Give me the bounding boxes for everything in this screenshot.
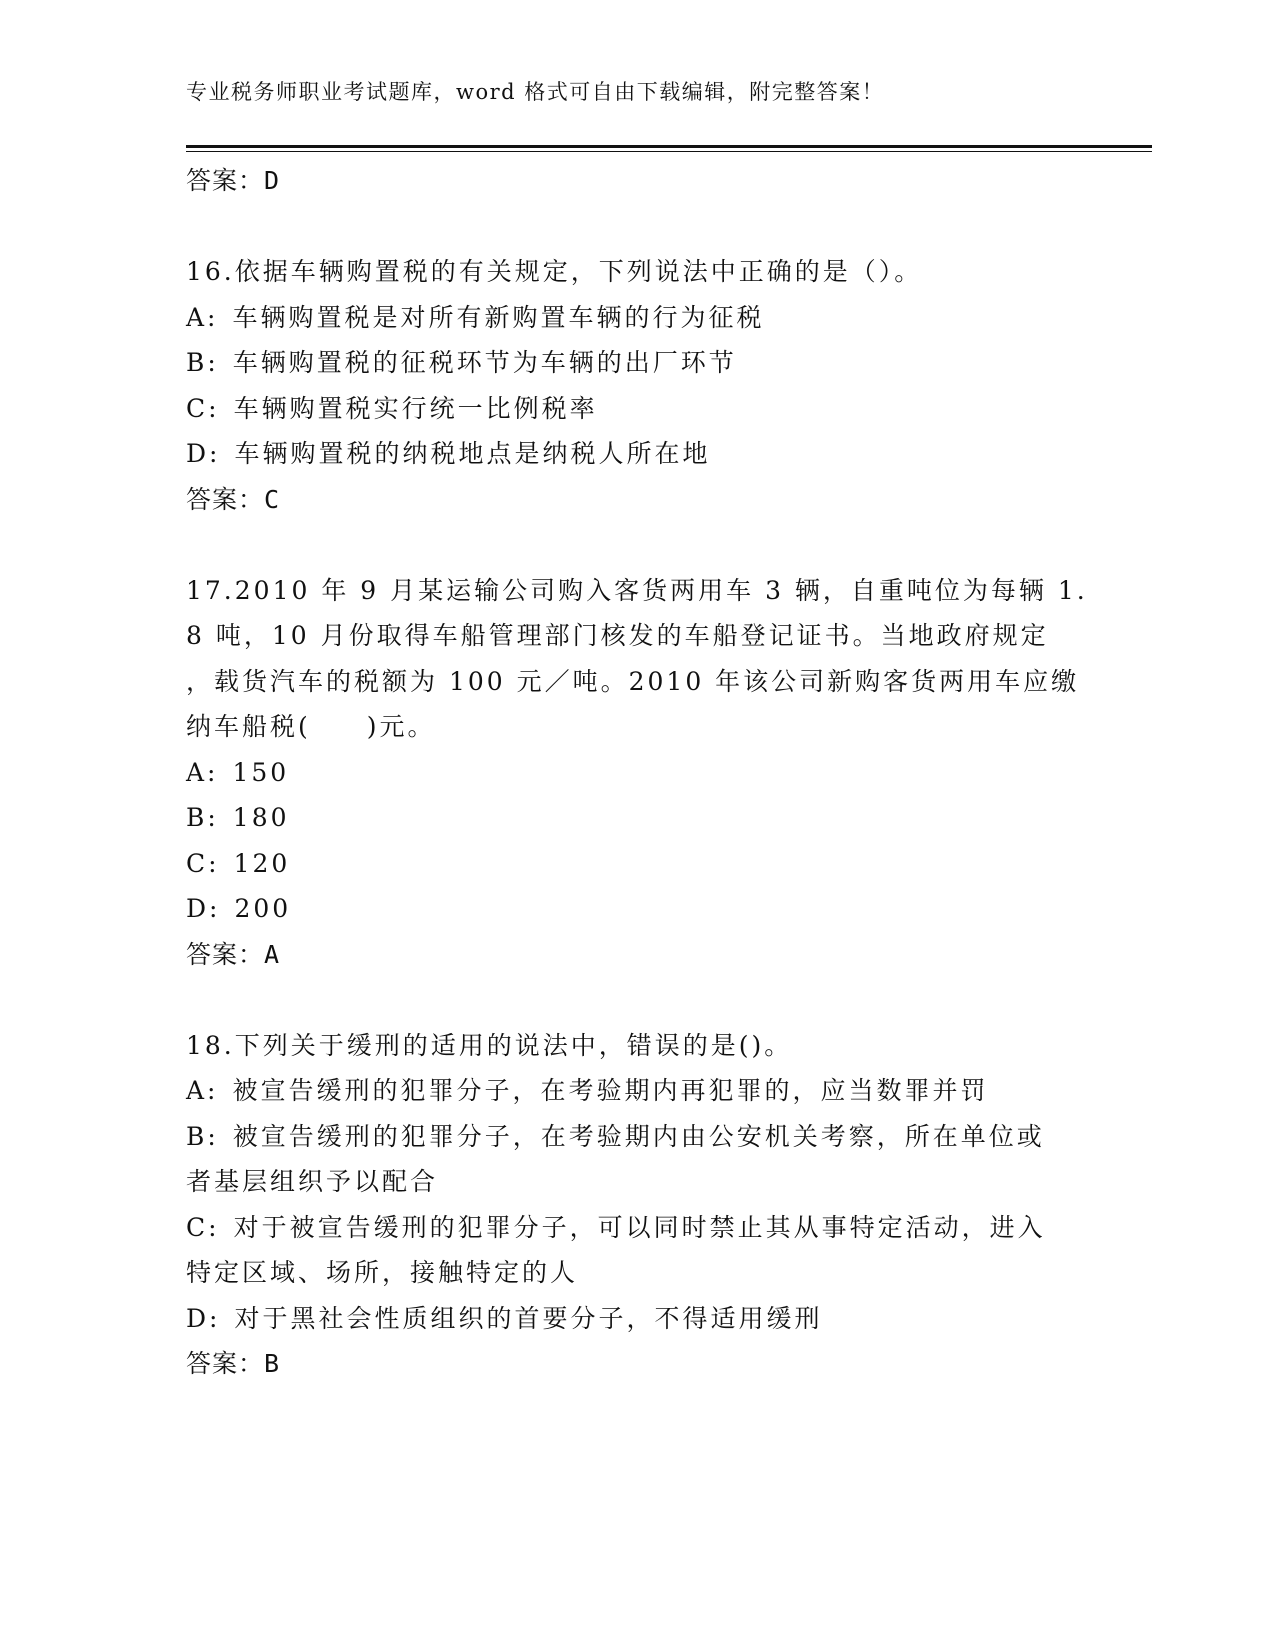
previous-answer [186, 158, 1146, 204]
question-list [186, 204, 1146, 1387]
option-text: 被宣告缓刑的犯罪分子，在考验期内再犯罪的，应当数罪并罚 [232, 1076, 989, 1105]
answer-line [186, 477, 1146, 523]
option-line [186, 431, 1146, 477]
option-label: B: [186, 1121, 219, 1151]
answer-label: 答案： [186, 1349, 265, 1378]
option-label: C: [186, 848, 220, 878]
option-line [186, 795, 1146, 841]
option-text: 被宣告缓刑的犯罪分子，在考验期内由公安机关考察，所在单位或 [232, 1121, 1045, 1151]
answer-value: A [264, 939, 281, 969]
page-header-note: 专业税务师职业考试题库，word 格式可自由下载编辑，附完整答案！ [186, 80, 885, 104]
option-line [186, 841, 1146, 887]
option-text: 对于黑社会性质组织的首要分子，不得适用缓刑 [234, 1303, 823, 1333]
option-label: D: [186, 894, 221, 923]
answer-line [186, 1341, 1146, 1387]
option-line [186, 386, 1146, 432]
question-stem-line: 纳车船税( )元。 [186, 712, 436, 741]
answer-value: C [264, 484, 281, 514]
option-line [186, 1250, 1146, 1296]
question-block [186, 1023, 1146, 1387]
question-stem-line: 16.依据车辆购置税的有关规定，下列说法中正确的是（）。 [186, 257, 923, 286]
option-label: C: [186, 393, 220, 423]
answer-label: 答案： [186, 484, 265, 514]
option-text: 者基层组织予以配合 [186, 1167, 439, 1196]
option-label: A: [186, 757, 219, 787]
question-stem-line: 17.2010 年 9 月某运输公司购入客货两用车 3 辆，自重吨位为每辆 1. [186, 575, 1088, 605]
option-text: 200 [234, 894, 292, 923]
option-label: A: [186, 302, 219, 332]
answer-line [186, 932, 1146, 978]
question-content [186, 158, 1146, 1387]
option-line [186, 1159, 1146, 1205]
question-spacer [186, 977, 1146, 1023]
option-line [186, 1205, 1146, 1251]
option-text: 特定区域、场所，接触特定的人 [186, 1258, 579, 1287]
question-spacer [186, 522, 1146, 568]
question-stem-line: 8 吨，10 月份取得车船管理部门核发的车船登记证书。当地政府规定 [186, 621, 1049, 650]
question-stem-line: ，载货汽车的税额为 100 元／吨。2010 年该公司新购客货两用车应缴 [186, 666, 1080, 696]
question-block [186, 568, 1146, 978]
option-label: D: [186, 1303, 221, 1333]
option-line [186, 886, 1146, 932]
option-line [186, 340, 1146, 386]
answer-value: D [264, 166, 281, 195]
option-label: C: [186, 1212, 220, 1242]
option-text: 180 [232, 803, 290, 832]
option-label: B: [186, 348, 219, 377]
option-line [186, 750, 1146, 796]
option-line [186, 295, 1146, 341]
option-text: 车辆购置税是对所有新购置车辆的行为征税 [232, 302, 765, 332]
header-divider [186, 145, 1152, 152]
option-text: 150 [232, 757, 290, 787]
option-label: D: [186, 439, 221, 468]
option-text: 车辆购置税的纳税地点是纳税人所在地 [234, 439, 711, 468]
option-line [186, 1068, 1146, 1114]
option-label: B: [186, 803, 219, 832]
option-text: 120 [233, 848, 291, 878]
answer-label: 答案： [186, 939, 265, 969]
option-text: 车辆购置税实行统一比例税率 [233, 393, 598, 423]
question-spacer [186, 204, 1146, 250]
question-stem-line: 18.下列关于缓刑的适用的说法中，错误的是()。 [186, 1030, 793, 1060]
option-text: 车辆购置税的征税环节为车辆的出厂环节 [232, 348, 737, 377]
option-line [186, 1114, 1146, 1160]
option-line [186, 1296, 1146, 1342]
question-block [186, 249, 1146, 522]
option-label: A: [186, 1076, 219, 1105]
option-text: 对于被宣告缓刑的犯罪分子，可以同时禁止其从事特定活动，进入 [233, 1212, 1046, 1242]
answer-label: 答案： [186, 166, 265, 195]
answer-value: B [264, 1349, 281, 1378]
